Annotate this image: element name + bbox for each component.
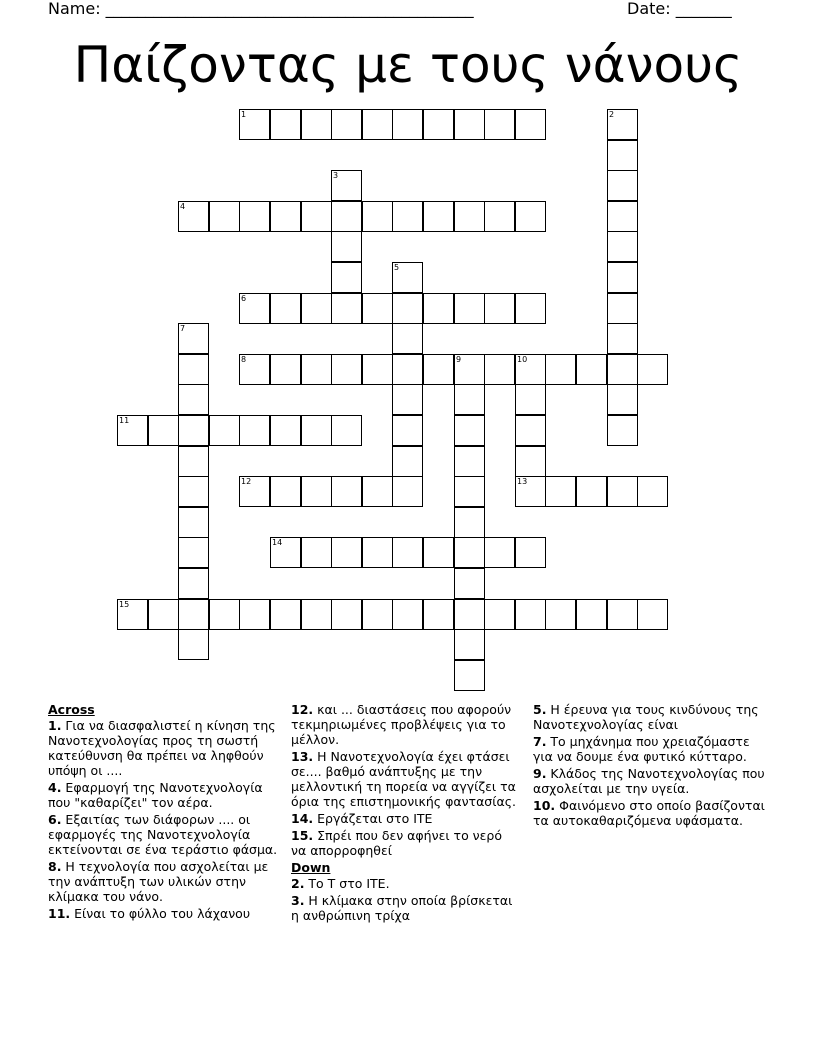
grid-cell[interactable] [331,262,362,293]
grid-cell[interactable] [454,568,485,599]
grid-cell[interactable] [117,415,148,446]
grid-cell[interactable] [331,170,362,201]
name-field[interactable]: Name: ______________________________________________ [48,0,474,18]
grid-cell[interactable] [239,415,270,446]
grid-cell[interactable] [392,323,423,354]
grid-cell[interactable] [270,201,301,232]
grid-cell[interactable] [515,384,546,415]
grid-cell[interactable] [392,262,423,293]
grid-cell[interactable] [423,354,454,385]
grid-cell[interactable] [545,354,576,385]
clue-number: 3 [333,171,339,180]
grid-cell[interactable] [607,354,638,385]
clue-across-14: 14. Εργάζεται στο ΙΤΕ [291,811,433,826]
grid-cell[interactable] [607,323,638,354]
grid-cell[interactable] [270,415,301,446]
grid-cell[interactable] [301,109,332,140]
grid-cell[interactable] [515,293,546,324]
grid-cell[interactable] [637,476,668,507]
grid-cell[interactable] [392,599,423,630]
grid-cell[interactable] [301,201,332,232]
grid-cell[interactable] [239,354,270,385]
clue-number: 5 [394,263,400,272]
grid-cell[interactable] [454,446,485,477]
grid-cell[interactable] [362,293,393,324]
grid-cell[interactable] [178,415,209,446]
grid-cell[interactable] [576,476,607,507]
clue-number: 9 [456,355,462,364]
grid-cell[interactable] [454,201,485,232]
grid-cell[interactable] [148,415,179,446]
grid-cell[interactable] [545,599,576,630]
grid-cell[interactable] [637,599,668,630]
grid-cell[interactable] [178,476,209,507]
grid-cell[interactable] [392,446,423,477]
clue-down-3: 3. Η κλίμακα στην οποία βρίσκεται η ανθρώπινη τρίχα [291,893,513,923]
grid-cell[interactable] [331,599,362,630]
grid-cell[interactable] [301,476,332,507]
grid-cell[interactable] [607,293,638,324]
grid-cell[interactable] [392,109,423,140]
grid-cell[interactable] [209,599,240,630]
grid-cell[interactable] [454,293,485,324]
grid-cell[interactable] [178,507,209,538]
grid-cell[interactable] [301,599,332,630]
grid-cell[interactable] [576,354,607,385]
grid-cell[interactable] [301,293,332,324]
grid-cell[interactable] [301,537,332,568]
grid-cell[interactable] [607,262,638,293]
grid-cell[interactable] [484,201,515,232]
clue-down-5: 5. Η έρευνα για τους κινδύνους της Νανοτεχνολογίας είναι [533,702,759,732]
grid-cell[interactable] [178,599,209,630]
grid-cell[interactable] [362,354,393,385]
grid-cell[interactable] [178,354,209,385]
grid-cell[interactable] [362,476,393,507]
grid-cell[interactable] [607,201,638,232]
puzzle-title: Παίζοντας με τους νάνους [73,36,743,94]
grid-cell[interactable] [484,599,515,630]
clue-number: 14 [272,538,283,547]
clue-number: 2 [609,110,615,119]
grid-cell[interactable] [301,415,332,446]
clues-column-2 [291,702,516,925]
grid-cell[interactable] [148,599,179,630]
grid-cell[interactable] [178,537,209,568]
grid-cell[interactable] [331,231,362,262]
clue-down-2: 2. Το Τ στο ΙΤΕ. [291,876,390,891]
clue-across-8: 8. Η τεχνολογία που ασχολείται με την ανάπτυξη των υλικών στην κλίμακα του νάνο. [48,859,269,904]
across-heading: Across [48,702,95,717]
grid-cell[interactable] [178,323,209,354]
grid-cell[interactable] [270,354,301,385]
grid-cell[interactable] [270,599,301,630]
grid-cell[interactable] [515,446,546,477]
grid-cell[interactable] [392,415,423,446]
grid-cell[interactable] [454,537,485,568]
grid-cell[interactable] [239,293,270,324]
clues-column-3 [533,702,768,830]
grid-cell[interactable] [239,599,270,630]
clue-number: 6 [241,294,247,303]
grid-cell[interactable] [331,201,362,232]
grid-cell[interactable] [362,109,393,140]
grid-cell[interactable] [423,293,454,324]
grid-cell[interactable] [515,415,546,446]
clue-down-9: 9. Κλάδος της Νανοτεχνολογίας που ασχολείται με την υγεία. [533,766,765,796]
grid-cell[interactable] [454,109,485,140]
clue-across-4: 4. Εφαρμογή της Νανοτεχνολογία που "καθαρίζει" τον αέρα. [48,780,263,810]
grid-cell[interactable] [392,354,423,385]
grid-cell[interactable] [607,231,638,262]
grid-cell[interactable] [178,201,209,232]
grid-cell[interactable] [515,476,546,507]
grid-cell[interactable] [454,476,485,507]
grid-cell[interactable] [362,599,393,630]
grid-cell[interactable] [209,201,240,232]
clue-number: 7 [180,324,186,333]
grid-cell[interactable] [454,599,485,630]
clue-across-6: 6. Εξαιτίας των διάφορων .... οι εφαρμογές της Νανοτεχνολογία εκτείνονται σε ένα τεράστιο φάσμα. [48,812,278,857]
grid-cell[interactable] [331,293,362,324]
grid-cell[interactable] [484,293,515,324]
grid-cell[interactable] [270,293,301,324]
clue-across-11: 11. Είναι το φύλλο του λάχανου [48,906,251,921]
grid-cell[interactable] [362,537,393,568]
clue-across-12: 12. και ... διαστάσεις που αφορούν τεκμηριωμένες προβλέψεις για το μέλλον. [291,702,512,747]
grid-cell[interactable] [484,354,515,385]
grid-cell[interactable] [178,446,209,477]
grid-cell[interactable] [331,415,362,446]
clue-across-1: 1. Για να διασφαλιστεί η κίνηση της Νανοτεχνολογίας προς τη σωστή κατεύθυνση θα πρέπει να ληφθούν υπόψη οι .... [48,718,276,778]
grid-cell[interactable] [607,109,638,140]
grid-cell[interactable] [392,201,423,232]
clue-number: 4 [180,202,186,211]
grid-cell[interactable] [392,537,423,568]
clue-across-13: 13. Η Νανοτεχνολογία έχει φτάσει σε.... βαθμό ανάπτυξης με την μελλοντική τη πορεία να αγγίζει τα όρια της επιστημονικής φαντασίας. [291,749,517,809]
grid-cell[interactable] [331,537,362,568]
grid-cell[interactable] [484,109,515,140]
grid-cell[interactable] [515,201,546,232]
grid-cell[interactable] [454,507,485,538]
grid-cell[interactable] [423,201,454,232]
grid-cell[interactable] [545,476,576,507]
grid-cell[interactable] [607,415,638,446]
clue-across-15: 15. Σπρέι που δεν αφήνει το νερό να απορροφηθεί [291,828,503,858]
clue-number: 10 [517,355,528,364]
clue-number: 8 [241,355,247,364]
grid-cell[interactable] [607,599,638,630]
grid-cell[interactable] [239,109,270,140]
grid-cell[interactable] [392,476,423,507]
grid-cell[interactable] [178,568,209,599]
grid-cell[interactable] [178,629,209,660]
clue-number: 13 [517,477,528,486]
grid-cell[interactable] [423,599,454,630]
grid-cell[interactable] [331,354,362,385]
grid-cell[interactable] [454,354,485,385]
grid-cell[interactable] [270,476,301,507]
grid-cell[interactable] [607,140,638,171]
grid-cell[interactable] [362,201,393,232]
grid-cell[interactable] [270,109,301,140]
grid-cell[interactable] [637,354,668,385]
grid-cell[interactable] [392,293,423,324]
date-field[interactable]: Date: _______ [627,0,732,18]
grid-cell[interactable] [423,537,454,568]
grid-cell[interactable] [515,537,546,568]
clue-number: 15 [119,600,130,609]
grid-cell[interactable] [576,599,607,630]
clue-number: 1 [241,110,247,119]
grid-cell[interactable] [607,384,638,415]
grid-cell[interactable] [270,537,301,568]
grid-cell[interactable] [239,476,270,507]
grid-cell[interactable] [209,415,240,446]
grid-cell[interactable] [423,109,454,140]
grid-cell[interactable] [454,415,485,446]
grid-cell[interactable] [454,629,485,660]
grid-cell[interactable] [454,660,485,691]
grid-cell[interactable] [607,170,638,201]
grid-cell[interactable] [607,476,638,507]
grid-cell[interactable] [178,384,209,415]
grid-cell[interactable] [484,537,515,568]
grid-cell[interactable] [515,109,546,140]
clues-column-1 [48,702,280,923]
grid-cell[interactable] [392,384,423,415]
grid-cell[interactable] [301,354,332,385]
clue-number: 12 [241,477,252,486]
clue-down-7: 7. Το μηχάνημα που χρειαζόμαστε για να δουμε ένα φυτικό κύτταρο. [533,734,750,764]
grid-cell[interactable] [515,599,546,630]
grid-cell[interactable] [331,109,362,140]
grid-cell[interactable] [515,354,546,385]
clue-down-10: 10. Φαινόμενο στο οποίο βασίζονται τα αυτοκαθαριζόμενα υφάσματα. [533,798,765,828]
clue-number: 11 [119,416,130,425]
grid-cell[interactable] [331,476,362,507]
down-heading: Down [291,860,331,875]
grid-cell[interactable] [454,384,485,415]
grid-cell[interactable] [239,201,270,232]
grid-cell[interactable] [117,599,148,630]
